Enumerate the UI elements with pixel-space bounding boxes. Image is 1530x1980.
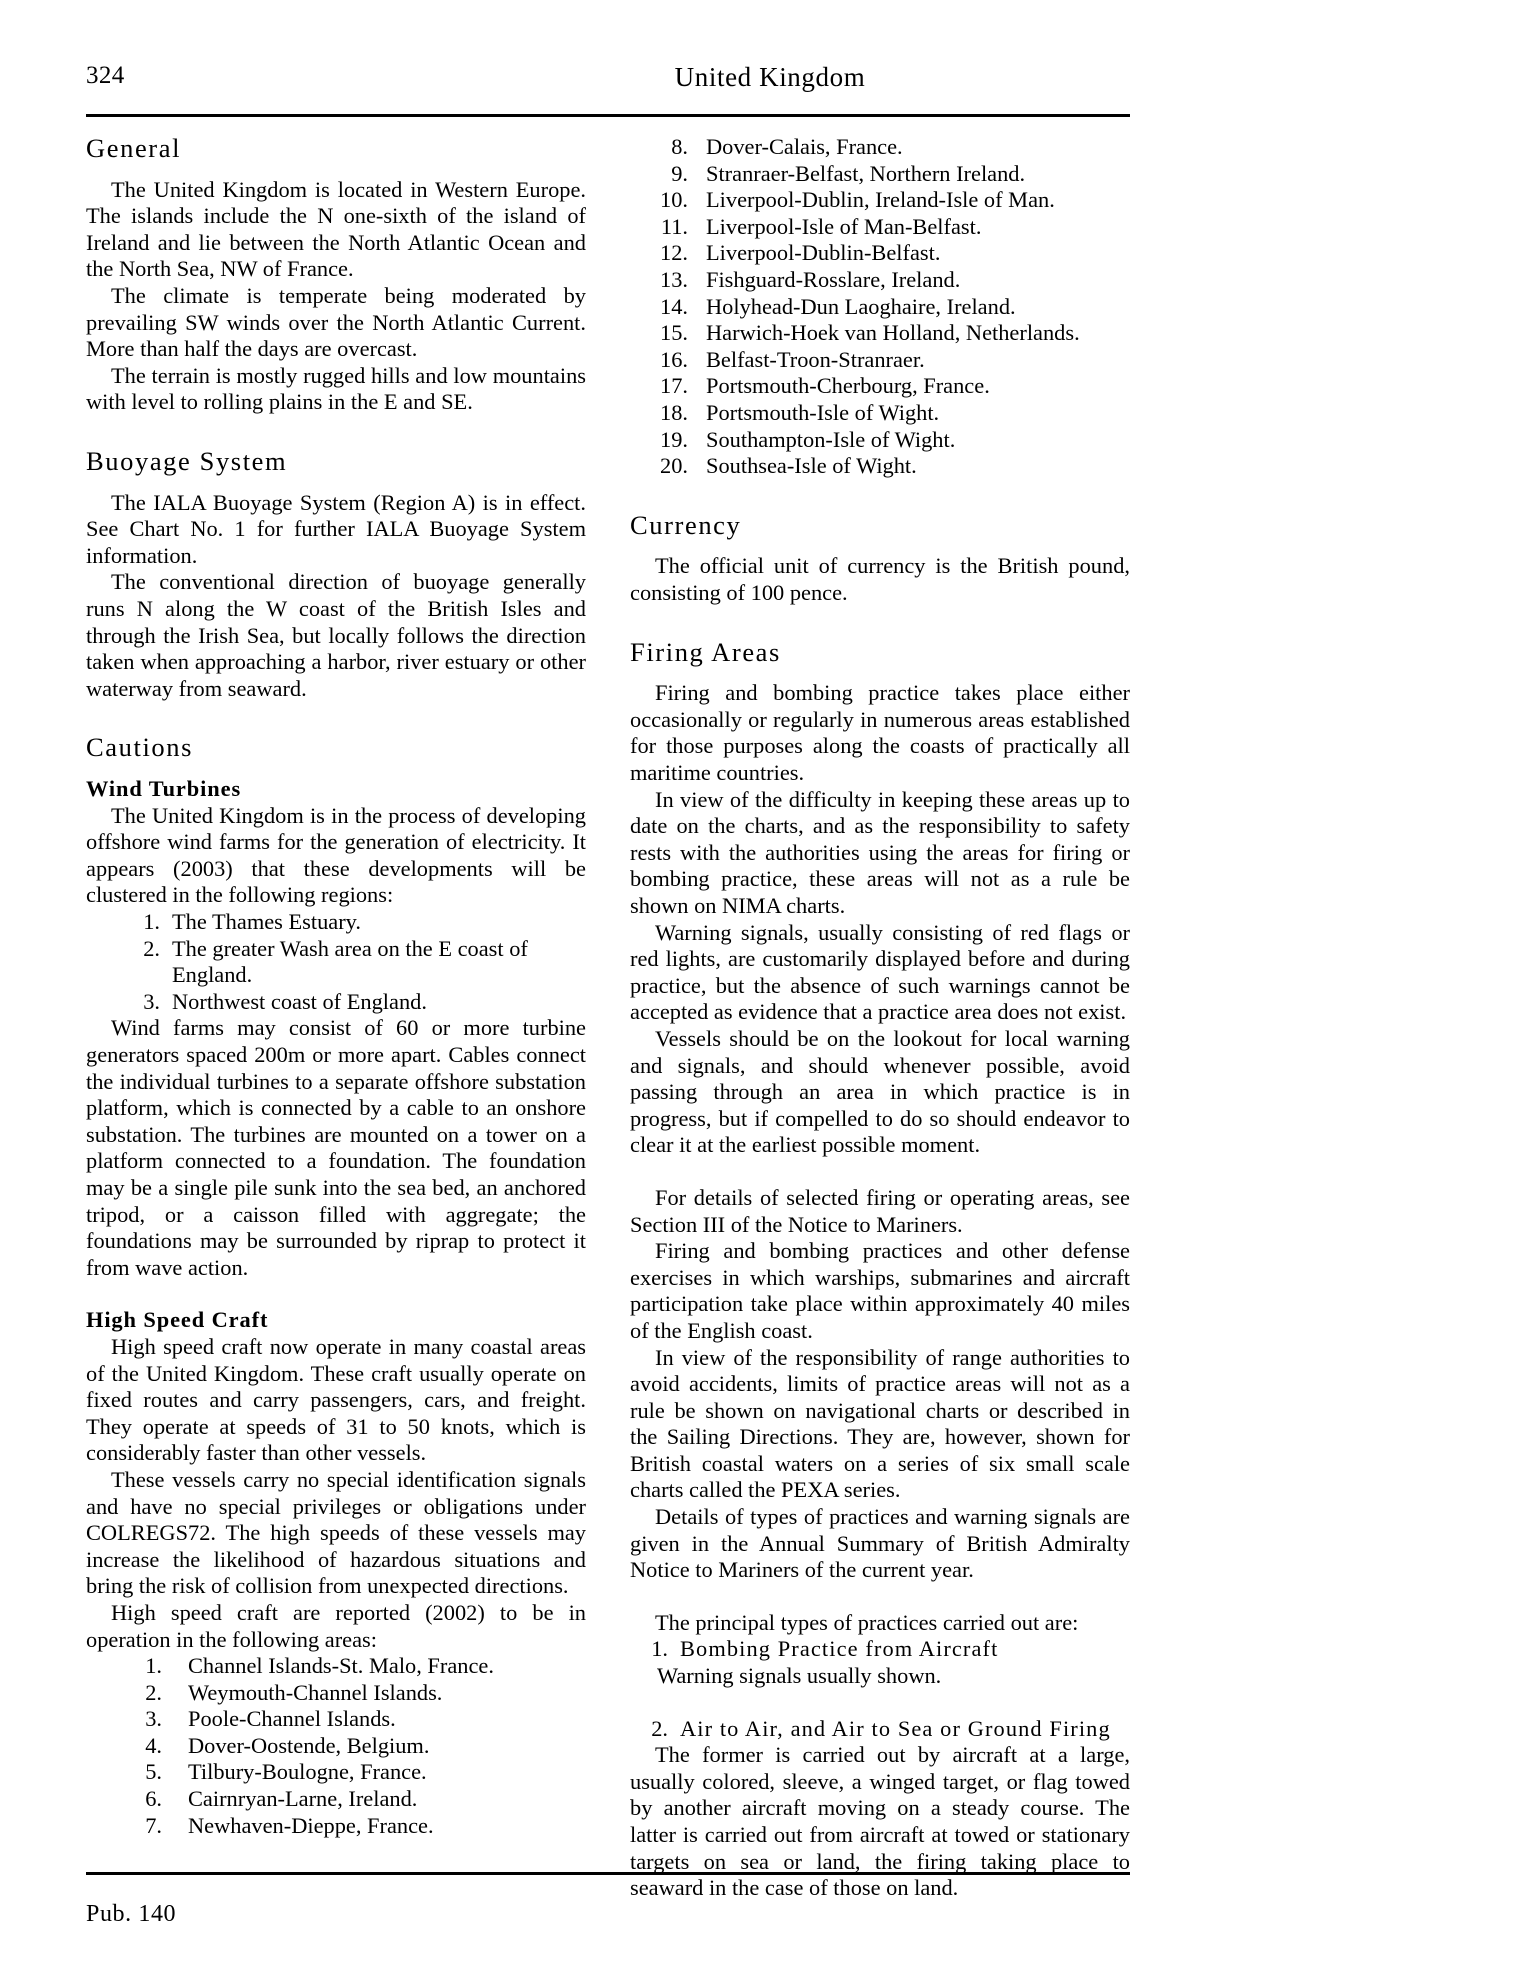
list-item [630, 240, 1130, 267]
subheading-wind-turbines: Wind Turbines [86, 776, 242, 802]
list-item-title: Air to Air, and Air to Sea or Ground Firing [680, 1715, 1111, 1741]
header-rule [86, 114, 1130, 117]
list-item [630, 1716, 1130, 1743]
list-item-number: 19. [660, 426, 688, 452]
list-item-number: 17. [660, 373, 688, 399]
list-item [630, 1636, 1130, 1663]
section-heading-cautions: Cautions [86, 732, 194, 763]
practice-detail: Warning signals usually shown. [657, 1663, 942, 1689]
list-item [630, 427, 1130, 454]
list-item [630, 347, 1130, 374]
list-item-number: 15. [660, 320, 688, 346]
list-item-text: Southsea-Isle of Wight. [706, 453, 917, 479]
paragraph: These vessels carry no special identification signals and have no special privileges or obligations under COLREGS72. The high speeds of these vessels may increase the likelihood of hazardous situations and bring the risk of collision from unexpected directions. [86, 1466, 586, 1599]
list-item-text: Stranraer-Belfast, Northern Ireland. [706, 160, 1026, 186]
list-item-text: Belfast-Troon-Stranraer. [706, 346, 925, 372]
list-item-text: Portsmouth-Isle of Wight. [706, 399, 940, 425]
paragraph: In view of the difficulty in keeping these areas up to date on the charts, and as the responsibility to safety rests with the authorities using the areas for firing or bombing practice, these areas will not as a rule be shown on NIMA charts. [630, 786, 1130, 918]
paragraph: Firing and bombing practices and other defense exercises in which warships, submarines and aircraft participation take place within approximately 40 miles of the English coast. [630, 1238, 1130, 1343]
practice-types-list [630, 1716, 1130, 1743]
list-item-text: Southampton-Isle of Wight. [706, 426, 956, 452]
list-item-number: 11. [660, 213, 688, 239]
wind-turbine-regions-list [86, 909, 586, 1015]
list-item [86, 1653, 586, 1680]
list-item [86, 1706, 586, 1733]
list-item-number: 3. [143, 988, 160, 1014]
paragraph: The climate is temperate being moderated by prevailing SW winds over the North Atlantic Current. More than half the days are overcast. [86, 283, 586, 362]
page-number: 324 [86, 62, 125, 89]
left-column [86, 134, 586, 1839]
list-item-text: Weymouth-Channel Islands. [188, 1679, 443, 1705]
paragraph: Firing and bombing practice takes place either occasionally or regularly in numerous areas established for those purposes along the coasts of practically all maritime countries. [630, 680, 1130, 786]
paragraph: The United Kingdom is in the process of developing offshore wind farms for the generation of electricity. It appears (2003) that these developments will be clustered in the following regions: [86, 802, 586, 908]
list-item [86, 1813, 586, 1840]
paragraph: The United Kingdom is located in Western Europe. The islands include the N one-sixth of the island of Ireland and lie between the North Atlantic Ocean and the North Sea, NW of France. [86, 176, 586, 282]
list-item-number: 7. [145, 1812, 162, 1838]
list-item [630, 453, 1130, 480]
list-item-text: Liverpool-Isle of Man-Belfast. [706, 213, 982, 239]
list-item-number: 14. [660, 293, 688, 319]
section-heading-buoyage-system: Buoyage System [86, 446, 288, 477]
list-item-number: 13. [660, 266, 688, 292]
section-heading-currency: Currency [630, 509, 742, 540]
running-head [86, 62, 1454, 108]
list-item-text: Holyhead-Dun Laoghaire, Ireland. [706, 293, 1016, 319]
list-item [86, 1680, 586, 1707]
list-item [630, 400, 1130, 427]
list-item-number: 2. [143, 935, 160, 961]
list-item-number: 16. [660, 346, 688, 372]
paragraph: High speed craft are reported (2002) to be in operation in the following areas: [86, 1599, 586, 1652]
list-item-text: Tilbury-Boulogne, France. [188, 1759, 427, 1785]
list-item-text: Portsmouth-Cherbourg, France. [706, 373, 990, 399]
list-item [630, 161, 1130, 188]
paragraph: Wind farms may consist of 60 or more turbine generators spaced 200m or more apart. Cables connect the individual turbines to a separate offshore substation platform, which is connected by a cable to an onshore substation. The turbines are mounted on a tower on a platform connected to a foundation. The foundation may be a single pile sunk into the sea bed, an anchored tripod, or a caisson filled with aggregate; the foundations may be surrounded by riprap to protect it from wave action. [86, 1015, 586, 1280]
section-heading-general: General [86, 133, 182, 163]
list-item [630, 320, 1130, 347]
list-item-text: Northwest coast of England. [172, 988, 427, 1014]
paragraph: The official unit of currency is the British pound, consisting of 100 pence. [630, 553, 1130, 605]
list-item [630, 187, 1130, 214]
list-item-number: 6. [145, 1786, 162, 1812]
list-item-number: 2. [145, 1679, 162, 1705]
paragraph: The IALA Buoyage System (Region A) is in effect. See Chart No. 1 for further IALA Buoyage System information. [86, 489, 586, 568]
list-item-number: 9. [671, 160, 688, 186]
practice-detail: The former is carried out by aircraft at a large, usually colored, sleeve, a winged target, or flag towed by another aircraft moving on a steady course. The latter is carried out from aircraft at towed or stationary targets on sea or land, the firing taking place to seaward in the case of those on land. [630, 1742, 1130, 1901]
running-head-title: United Kingdom [674, 62, 866, 92]
list-item-text: Fishguard-Rosslare, Ireland. [706, 266, 961, 292]
two-column-body [86, 134, 1130, 1902]
list-item-number: 1. [651, 1636, 668, 1662]
high-speed-craft-areas-list-continued [630, 134, 1130, 480]
section-heading-firing-areas: Firing Areas [630, 636, 781, 667]
list-item-number: 4. [145, 1732, 162, 1758]
list-item-number: 10. [660, 187, 688, 213]
list-item-title: Bombing Practice from Aircraft [680, 1636, 999, 1662]
paragraph: The conventional direction of buoyage generally runs N along the W coast of the British Isles and through the Irish Sea, but locally follows the direction taken when approaching a harbor, river estuary or other waterway from seaward. [86, 569, 586, 701]
list-item-number: 5. [145, 1759, 162, 1785]
list-item-number: 18. [660, 399, 688, 425]
list-item [86, 936, 586, 989]
list-item-text: Cairnryan-Larne, Ireland. [188, 1786, 418, 1812]
paragraph: The terrain is mostly rugged hills and low mountains with level to rolling plains in the E and SE. [86, 362, 586, 415]
list-item-number: 12. [660, 240, 688, 266]
list-item [86, 1786, 586, 1813]
right-column [630, 134, 1130, 1902]
list-item-number: 20. [660, 453, 688, 479]
paragraph: In view of the responsibility of range authorities to avoid accidents, limits of practice areas will not as a rule be shown on navigational charts or described in the Sailing Directions. They are, however, shown for British coastal waters on a series of six small scale charts called the PEXA series. [630, 1344, 1130, 1503]
high-speed-craft-areas-list [86, 1653, 586, 1839]
paragraph: For details of selected firing or operating areas, see Section III of the Notice to Mariners. [630, 1184, 1130, 1237]
footer-rule [86, 1872, 1130, 1875]
list-item-text: Harwich-Hoek van Holland, Netherlands. [706, 320, 1080, 346]
list-item-text: Dover-Calais, France. [706, 134, 903, 159]
list-item-number: 3. [145, 1706, 162, 1732]
list-item [630, 373, 1130, 400]
list-item [630, 294, 1130, 321]
list-item-text: Dover-Oostende, Belgium. [188, 1732, 430, 1758]
list-item-text: Poole-Channel Islands. [188, 1706, 396, 1732]
list-item [86, 989, 586, 1016]
paragraph: Warning signals, usually consisting of red flags or red lights, are customarily displayed before and during practice, but the absence of such warnings cannot be accepted as evidence that a practice area does not exist. [630, 919, 1130, 1025]
page-footer [86, 1872, 1130, 1928]
list-item-number: 2. [651, 1715, 668, 1741]
list-item-number: 1. [143, 909, 160, 935]
paragraph-principal-types-intro: The principal types of practices carried out are: [655, 1609, 1079, 1635]
list-item [630, 267, 1130, 294]
publication-number: Pub. 140 [86, 1901, 177, 1927]
list-item [86, 909, 586, 936]
list-item [630, 134, 1130, 161]
list-item-number: 8. [671, 134, 688, 159]
practice-types-list [630, 1636, 1130, 1663]
list-item [86, 1759, 586, 1786]
paragraph: High speed craft now operate in many coastal areas of the United Kingdom. These craft usually operate on fixed routes and carry passengers, cars, and freight. They operate at speeds of 31 to 50 knots, which is considerably faster than other vessels. [86, 1333, 586, 1466]
list-item [86, 1733, 586, 1760]
list-item-text: Liverpool-Dublin, Ireland-Isle of Man. [706, 187, 1055, 213]
list-item-text: The greater Wash area on the E coast of England. [172, 935, 528, 988]
paragraph: Details of types of practices and warning signals are given in the Annual Summary of British Admiralty Notice to Mariners of the current year. [630, 1504, 1130, 1583]
list-item [630, 214, 1130, 241]
subheading-high-speed-craft: High Speed Craft [86, 1307, 269, 1333]
list-item-text: The Thames Estuary. [172, 909, 362, 935]
list-item-text: Channel Islands-St. Malo, France. [188, 1653, 494, 1679]
list-item-text: Newhaven-Dieppe, France. [188, 1812, 434, 1838]
paragraph: Vessels should be on the lookout for local warning and signals, and should whenever possible, avoid passing through an area in which practice is in progress, but if compelled to do so should endeavor to clear it at the earliest possible moment. [630, 1025, 1130, 1158]
list-item-number: 1. [145, 1653, 162, 1679]
list-item-text: Liverpool-Dublin-Belfast. [706, 240, 941, 266]
